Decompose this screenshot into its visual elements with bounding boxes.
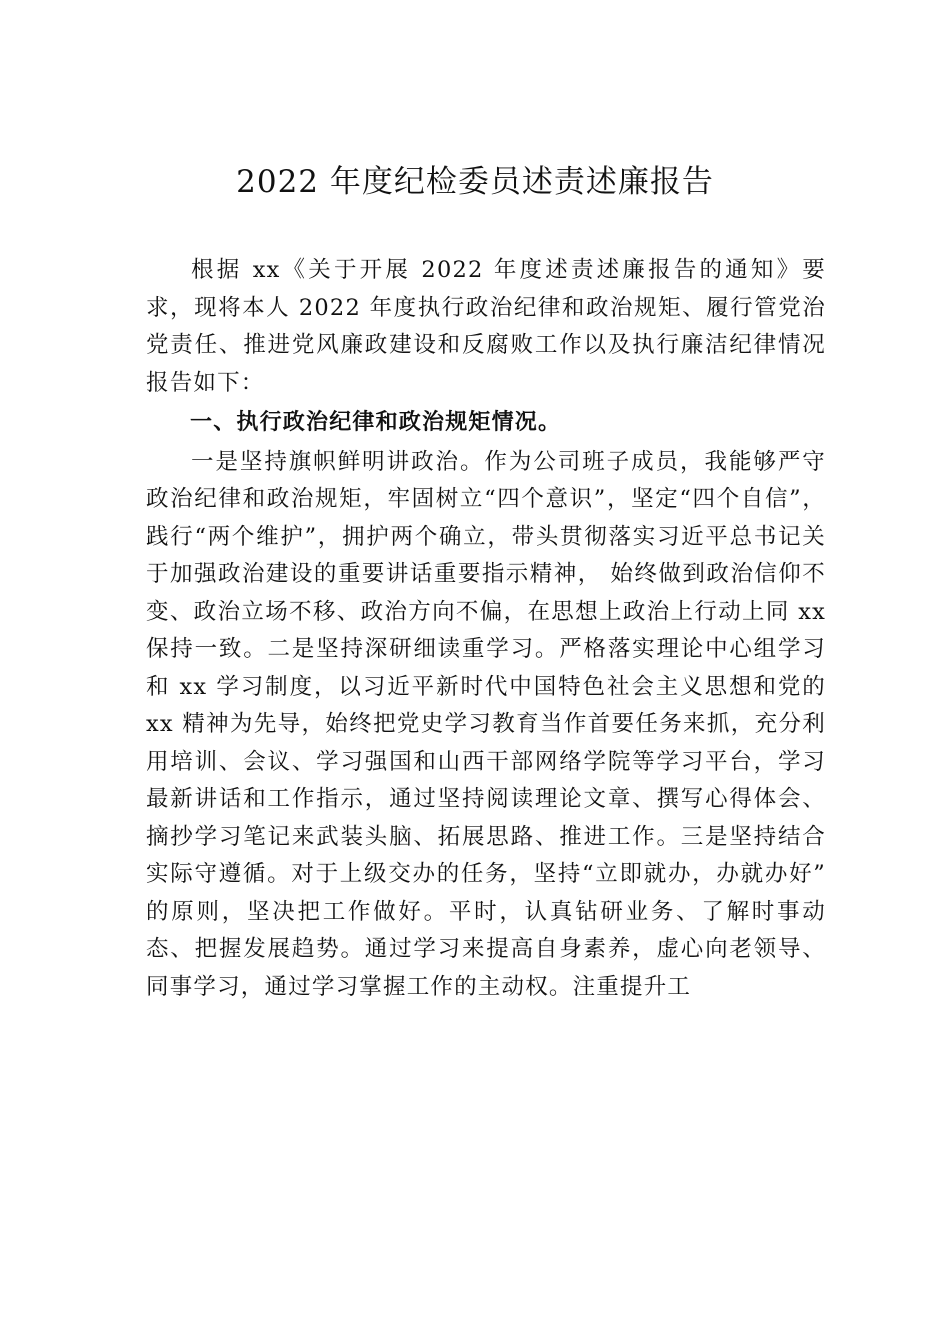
document-title: 2022 年度纪检委员述责述廉报告 bbox=[236, 164, 714, 200]
intro-paragraph: 根据 xx《关于开展 2022 年度述责述廉报告的通知》要求，现将本人 2022 年度执行政治纪律和政治规矩、履行管党治党责任、推进党风廉政建设和反腐败工作以及执行廉洁纪律情况报告如下： bbox=[146, 257, 826, 396]
section-heading: 一、执行政治纪律和政治规矩情况。 bbox=[190, 410, 562, 435]
body-paragraph: 一是坚持旗帜鲜明讲政治。作为公司班子成员，我能够严守政治纪律和政治规矩，牢固树立“四个意识”，坚定“四个自信”，践行“两个维护”，拥护两个确立，带头贯彻落实习近平总书记关于加强政治建设的重要讲话重要指示精神， 始终做到政治信仰不变、政治立场不移、政治方向不偏，在思想上政治上行动上同 xx 保持一致。二是坚持深研细读重学习。严格落实理论中心组学习和 xx 学习制度，以习近平新时代中国特色社会主义思想和党的 xx 精神为先导，始终把党史学习教育当作首要任务来抓，充分利用培训、会议、学习强国和山西干部网络学院等学习平台，学习最新讲话和工作指示，通过坚持阅读理论文章、撰写心得体会、摘抄学习笔记来武装头脑、拓展思路、推进工作。三是坚持结合实际守遵循。对于上级交办的任务，坚持“立即就办，办就办好” 的原则，坚决把工作做好。平时，认真钻研业务、了解时事动态、把握发展趋势。通过学习来提高自身素养，虚心向老领导、同事学习，通过学习掌握工作的主动权。注重提升工 bbox=[146, 448, 826, 1000]
document-body bbox=[146, 252, 826, 1006]
